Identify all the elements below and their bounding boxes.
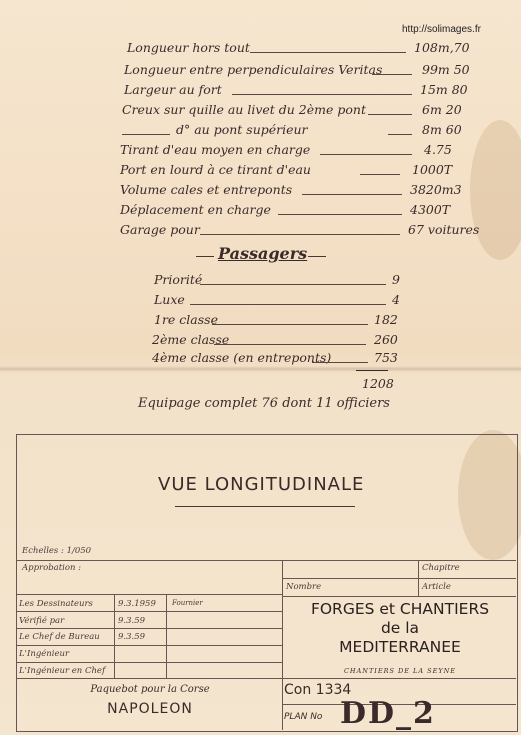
- title-dash: [196, 256, 214, 257]
- signoff-date: 9.3.59: [118, 616, 146, 626]
- title-dash: [308, 256, 326, 257]
- spec-value: 108m,70: [414, 40, 470, 55]
- passenger-value: 260: [374, 332, 398, 347]
- leader-line: [368, 114, 412, 115]
- passenger-total: 1208: [362, 376, 394, 391]
- rule: [282, 578, 516, 579]
- rule: [16, 678, 516, 679]
- rule: [16, 628, 282, 629]
- signoff-label: Les Dessinateurs: [19, 599, 93, 609]
- spec-label: Garage pour: [120, 222, 200, 237]
- signoff-label: Le Chef de Bureau: [19, 632, 100, 642]
- vessel-name: NAPOLEON: [107, 701, 193, 717]
- rule: [282, 596, 516, 597]
- rule: [16, 645, 282, 646]
- plan-number: DD_2: [340, 696, 436, 731]
- signoff-label: L'Ingénieur en Chef: [19, 666, 106, 676]
- article-label: Article: [422, 582, 451, 592]
- leader-line: [200, 234, 400, 235]
- spec-label: Volume cales et entreponts: [120, 182, 293, 197]
- spec-value: 15m 80: [420, 82, 468, 97]
- plan-label: PLAN No: [284, 712, 323, 722]
- passenger-label: 4ème classe (en entreponts): [152, 350, 332, 365]
- rule: [114, 594, 115, 678]
- spec-label: Tirant d'eau moyen en charge: [120, 142, 311, 157]
- passenger-label: 2ème classe: [152, 332, 230, 347]
- rule: [166, 594, 167, 678]
- passenger-value: 753: [374, 350, 398, 365]
- spec-label: Creux sur quille au livet du 2ème pont: [122, 102, 366, 117]
- spec-value: 8m 60: [422, 122, 462, 137]
- leader-line: [320, 154, 412, 155]
- passenger-value: 9: [392, 272, 400, 287]
- spec-value: 1000T: [412, 162, 453, 177]
- passenger-label: Luxe: [154, 292, 185, 307]
- approval-label: Approbation :: [22, 563, 82, 573]
- company-line: de la: [380, 619, 420, 637]
- company-line: FORGES et CHANTIERS: [310, 600, 490, 618]
- watermark: http://solimages.fr: [402, 24, 481, 35]
- leader-line: [388, 134, 412, 135]
- leader-line: [200, 284, 386, 285]
- spec-label: Largeur au fort: [124, 82, 222, 97]
- leader-line: [372, 74, 412, 75]
- passenger-value: 4: [392, 292, 400, 307]
- crew-line: Equipage complet 76 dont 11 officiers: [138, 396, 390, 411]
- leader-line: [122, 134, 170, 135]
- signoff-date: 9.3.1959: [118, 599, 156, 609]
- leader-line: [302, 194, 402, 195]
- total-rule: [356, 370, 388, 371]
- spec-value: 4.75: [424, 142, 452, 157]
- stain: [470, 120, 521, 260]
- spec-value: 6m 20: [422, 102, 462, 117]
- leader-line: [190, 304, 386, 305]
- passenger-label: Priorité: [154, 272, 203, 287]
- view-title: VUE LONGITUDINALE: [158, 474, 365, 495]
- leader-line: [278, 214, 402, 215]
- passenger-label: 1re classe: [154, 312, 218, 327]
- spec-label: Déplacement en charge: [120, 202, 271, 217]
- spec-label: Longueur hors tout: [127, 40, 250, 55]
- rule: [16, 594, 282, 595]
- leader-line: [250, 52, 406, 53]
- rule: [16, 560, 516, 561]
- rule: [16, 662, 282, 663]
- scale-label: Echelles : 1/050: [22, 546, 92, 556]
- signoff-label: Vérifié par: [19, 616, 65, 626]
- spec-label: Port en lourd à ce tirant d'eau: [120, 162, 311, 177]
- rule: [16, 611, 282, 612]
- construction-label: Con: [284, 682, 312, 698]
- shipyard-label: CHANTIERS DE LA SEYNE: [343, 667, 457, 675]
- passagers-title: Passagers: [218, 244, 308, 263]
- company-line: MEDITERRANEE: [339, 638, 461, 656]
- leader-line: [312, 362, 368, 363]
- spec-value: 4300T: [410, 202, 451, 217]
- spec-value: 99m 50: [422, 62, 470, 77]
- vessel-type: Paquebot pour la Corse: [90, 684, 210, 695]
- chapter-label: Chapitre: [422, 563, 460, 573]
- spec-label: Longueur entre perpendiculaires Veritas: [124, 62, 383, 77]
- leader-line: [360, 174, 400, 175]
- signoff-label: L'Ingénieur: [19, 649, 70, 659]
- leader-line: [214, 344, 366, 345]
- number-label: Nombre: [286, 582, 322, 592]
- construction-value: 1334: [315, 682, 352, 698]
- spec-label: d° au pont supérieur: [176, 122, 308, 137]
- signoff-name: Fournier: [172, 599, 203, 607]
- spec-value: 3820m3: [410, 182, 462, 197]
- spec-value: 67 voitures: [408, 222, 480, 237]
- leader-line: [212, 324, 368, 325]
- passenger-value: 182: [374, 312, 398, 327]
- leader-line: [232, 94, 412, 95]
- company-name: [286, 600, 514, 657]
- signoff-date: 9.3.59: [118, 632, 146, 642]
- view-title-rule: [175, 506, 355, 507]
- paper-fold: [0, 366, 521, 372]
